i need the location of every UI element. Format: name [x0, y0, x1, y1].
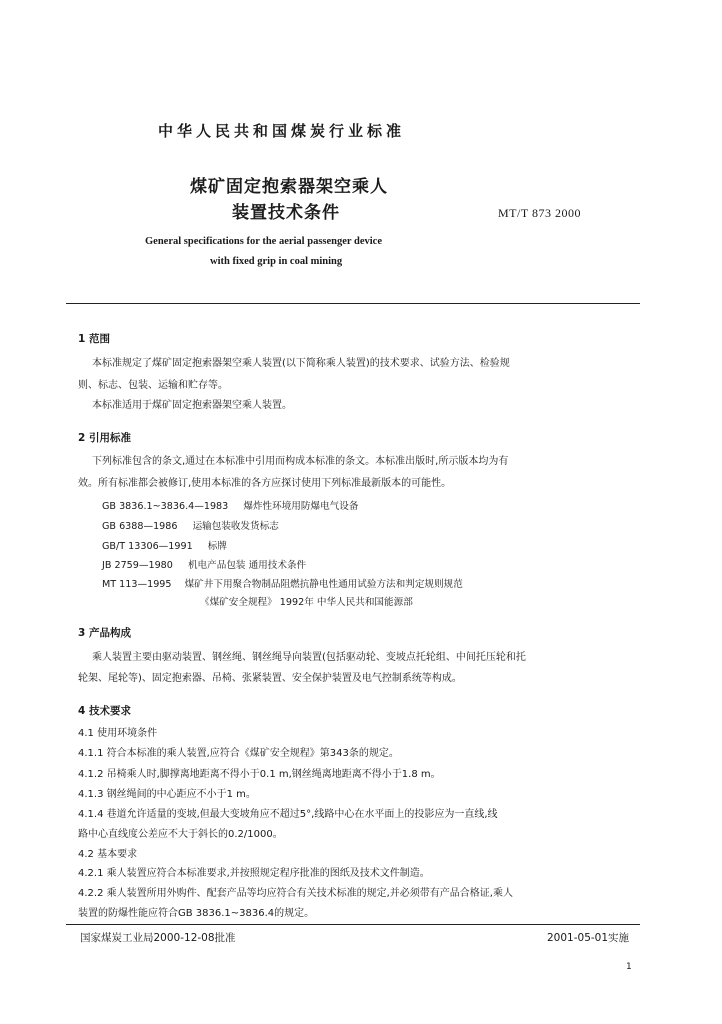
clause-4-1-1: 4.1.1 符合本标准的乘人装置,应符合《煤矿安全规程》第343条的规定。	[78, 748, 399, 759]
effective-date: 2001-05-01实施	[547, 932, 630, 944]
english-title-line-1: General specifications for the aerial passenger device	[145, 236, 382, 247]
section-1-heading: 1 范围	[78, 333, 110, 345]
page-number: 1	[626, 962, 632, 972]
section-1-paragraph-1-cont: 则、标志、包装、运输和贮存等。	[78, 380, 228, 391]
section-2-paragraph-1-cont: 效。所有标准都会被修订,使用本标准的各方应探讨使用下列标准最新版本的可能性。	[78, 478, 452, 489]
reference-title: 标牌	[207, 541, 227, 552]
standard-number: MT/T 873 2000	[498, 206, 581, 220]
chinese-title-line-2: 装置技术条件	[232, 203, 340, 223]
reference-code: GB/T 13306—1991	[102, 541, 193, 552]
clause-4-2-1: 4.2.1 乘人装置应符合本标准要求,并按照规定程序批准的图纸及技术文件制造。	[78, 868, 430, 879]
clause-4-2: 4.2 基本要求	[78, 849, 138, 860]
chinese-title-line-1: 煤矿固定抱索器架空乘人	[190, 177, 388, 197]
approval-date: 国家煤炭工业局2000-12-08批准	[80, 932, 236, 944]
section-1-paragraph-1: 本标准规定了煤矿固定抱索器架空乘人装置(以下简称乘人装置)的技术要求、试验方法、检验规	[92, 358, 510, 369]
clause-4-1-4-cont: 路中心直线度公差应不大于斜长的0.2/1000。	[78, 829, 283, 840]
clause-4-1-3: 4.1.3 钢丝绳间的中心距应不小于1 m。	[78, 789, 256, 800]
section-1-paragraph-2: 本标准适用于煤矿固定抱索器架空乘人装置。	[92, 400, 292, 411]
reference-item	[102, 538, 227, 552]
reference-title: 煤矿井下用聚合物制品阻燃抗静电性通用试验方法和判定规则规范	[184, 579, 463, 590]
reference-item	[102, 498, 358, 512]
section-3-heading: 3 产品构成	[78, 627, 131, 639]
section-3-paragraph-1: 乘人装置主要由驱动装置、钢丝绳、钢丝绳导向装置(包括驱动轮、变坡点托轮组、中间托压轮和托	[92, 652, 526, 663]
clause-4-1-2: 4.1.2 吊椅乘人时,脚撑离地距离不得小于0.1 m,钢丝绳离地距离不得小于1.8 m。	[78, 769, 441, 780]
reference-item	[102, 518, 279, 532]
section-2-heading: 2 引用标准	[78, 432, 131, 444]
reference-code: GB 6388—1986	[102, 521, 178, 532]
reference-title: 爆炸性环境用防爆电气设备	[243, 501, 359, 512]
section-3-paragraph-1-cont: 轮架、尾轮等)、固定抱索器、吊椅、张紧装置、安全保护装置及电气控制系统等构成。	[78, 673, 462, 684]
regulation-reference: 《煤矿安全规程》 1992年 中华人民共和国能源部	[200, 597, 413, 608]
reference-item	[102, 557, 306, 571]
reference-code: MT 113—1995	[102, 579, 172, 590]
reference-title: 运输包装收发货标志	[192, 521, 279, 532]
clause-4-2-2-cont: 装置的防爆性能应符合GB 3836.1~3836.4的规定。	[78, 908, 315, 919]
section-4-heading: 4 技术要求	[78, 705, 131, 717]
clause-4-1: 4.1 使用环境条件	[78, 728, 158, 739]
clause-4-2-2: 4.2.2 乘人装置所用外购件、配套产品等均应符合有关技术标准的规定,并必须带有产品合格证,乘人	[78, 888, 513, 899]
footer-divider	[66, 924, 640, 925]
english-title-line-2: with fixed grip in coal mining	[210, 256, 343, 267]
clause-4-1-4: 4.1.4 巷道允许适量的变坡,但最大变坡角应不超过5°,线路中心在水平面上的投影应为一直线,线	[78, 809, 498, 820]
reference-code: JB 2759—1980	[102, 560, 173, 571]
section-2-paragraph-1: 下列标准包含的条文,通过在本标准中引用而构成本标准的条文。本标准出版时,所示版本均为有	[92, 456, 509, 467]
reference-item	[102, 576, 463, 590]
standard-category-header: 中华人民共和国煤炭行业标准	[158, 122, 406, 140]
title-divider	[66, 303, 640, 304]
reference-code: GB 3836.1~3836.4—1983	[102, 501, 229, 512]
reference-title: 机电产品包装 通用技术条件	[187, 560, 307, 571]
